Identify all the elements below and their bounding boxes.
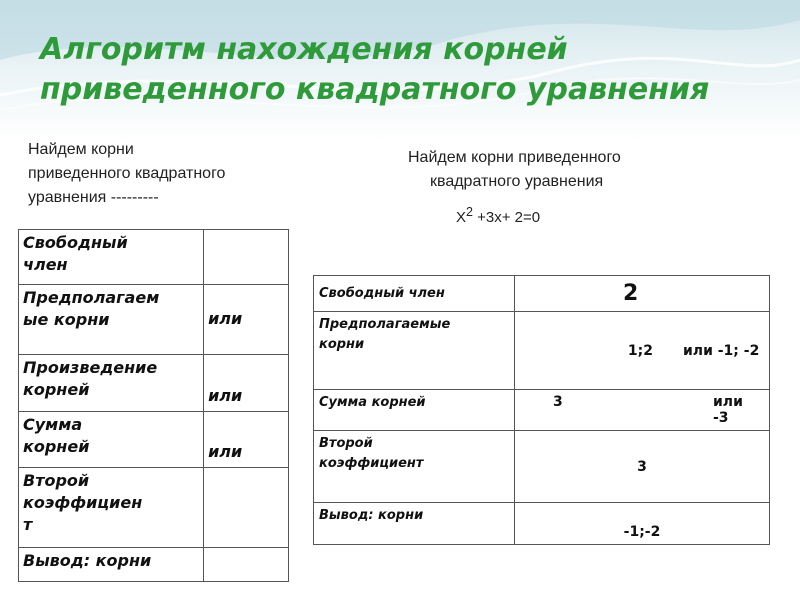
- right-intro-line-1: Найдем корни приведенного: [408, 149, 621, 166]
- table-row: [19, 548, 289, 582]
- left-intro-text: [28, 138, 348, 210]
- row-label: Вывод: корни: [314, 503, 515, 545]
- table-row: [314, 431, 770, 503]
- left-algorithm-table: [18, 229, 289, 582]
- label-line: Предполагаемые: [319, 317, 451, 332]
- page-title: [40, 30, 780, 110]
- label-line: корней: [23, 380, 90, 399]
- label-line: член: [23, 255, 68, 274]
- row-value: или: [204, 355, 289, 412]
- table-row: [19, 355, 289, 412]
- row-label: [19, 355, 204, 412]
- label-line: Вывод: корни: [23, 551, 152, 570]
- left-intro-line-2: приведенного квадратного: [28, 165, 226, 182]
- row-label: [314, 312, 515, 390]
- row-value: [204, 548, 289, 582]
- label-line: Сумма: [23, 415, 83, 434]
- title-line-1: Алгоритм нахождения корней: [40, 32, 568, 67]
- right-example-table: [313, 275, 770, 545]
- equation: [456, 205, 540, 226]
- row-value: [515, 390, 770, 431]
- row-value: 2: [515, 276, 770, 312]
- label-line: Второй: [23, 471, 90, 490]
- value-option-a: 3: [553, 394, 563, 410]
- equation-rest: +3x+ 2=0: [472, 209, 541, 226]
- row-value: -1;-2: [515, 503, 770, 545]
- table-row: [19, 230, 289, 285]
- row-label: [19, 412, 204, 468]
- row-value: [204, 230, 289, 285]
- label-line: Произведение: [23, 358, 158, 377]
- row-value: 3: [515, 431, 770, 503]
- label-line: коэффициент: [319, 456, 424, 471]
- table-row: [19, 285, 289, 355]
- row-value: [515, 312, 770, 390]
- table-row: [19, 412, 289, 468]
- row-label: [314, 431, 515, 503]
- label-line: Свободный: [23, 233, 128, 252]
- row-value: или: [204, 412, 289, 468]
- label-line: т: [23, 515, 33, 534]
- value-option-a: 1;2: [627, 342, 653, 359]
- equation-exponent: 2: [466, 205, 473, 219]
- row-value: или: [204, 285, 289, 355]
- title-line-2: приведенного квадратного уравнения: [40, 72, 710, 107]
- right-intro-text: [408, 146, 788, 194]
- row-value: [204, 468, 289, 548]
- table-row: [314, 503, 770, 545]
- row-label: Свободный член: [314, 276, 515, 312]
- row-label: [19, 548, 204, 582]
- table-row: [19, 468, 289, 548]
- equation-base: X: [456, 209, 467, 226]
- label-line: корней: [23, 437, 90, 456]
- right-intro-line-2: квадратного уравнения: [430, 173, 604, 190]
- label-line: корни: [319, 337, 365, 352]
- label-line: коэффициен: [23, 493, 143, 512]
- label-line: ые корни: [23, 310, 110, 329]
- row-label: [19, 285, 204, 355]
- row-label: Сумма корней: [314, 390, 515, 431]
- table-row: [314, 276, 770, 312]
- value-option-b: или -3: [713, 394, 743, 426]
- label-line: Предполагаем: [23, 288, 160, 307]
- table-row: [314, 312, 770, 390]
- left-intro-line-3: уравнения ---------: [28, 189, 159, 206]
- value-option-b: или -1; -2: [683, 342, 760, 359]
- left-intro-line-1: Найдем корни: [28, 141, 134, 158]
- row-label: [19, 230, 204, 285]
- row-label: [19, 468, 204, 548]
- label-line: Второй: [319, 436, 373, 451]
- table-row: [314, 390, 770, 431]
